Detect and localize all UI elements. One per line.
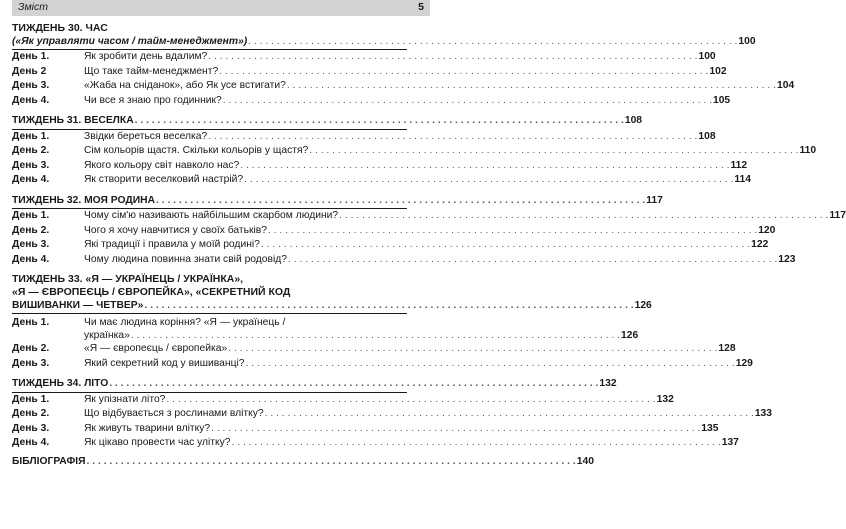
leader-dots [228, 342, 717, 357]
day-page: 102 [709, 65, 727, 77]
day-label: День 4. [12, 174, 50, 186]
leader-dots [166, 393, 655, 408]
day-text: Як живуть тварини влітку? [84, 422, 211, 434]
list-item [12, 314, 407, 329]
leader-dots [211, 422, 700, 437]
section-week-31 [12, 114, 817, 188]
day-text: Що відбувається з рослинами влітку? [84, 408, 264, 420]
section-title: ТИЖДЕНЬ 30. ЧАС [12, 22, 108, 34]
leader-dots [288, 253, 777, 268]
day-page: 129 [735, 357, 753, 369]
leader-dots [144, 299, 633, 314]
day-page: 105 [712, 94, 731, 106]
list-item [12, 209, 846, 224]
header-page-number: 5 [418, 1, 424, 13]
day-label: День 3. [12, 357, 50, 369]
day-text: Чому людина повинна знати свій родовід? [84, 253, 288, 265]
list-item [12, 79, 795, 94]
leader-dots [261, 238, 750, 253]
leader-dots [309, 144, 798, 159]
section-title: ТИЖДЕНЬ 31. ВЕСЕЛКА [12, 115, 134, 127]
day-page: 112 [730, 159, 748, 171]
leader-dots [248, 35, 737, 50]
day-text: Що таке тайм-менеджмент? [84, 65, 219, 77]
day-label: День 2 [12, 65, 47, 77]
leader-dots [339, 209, 828, 224]
leader-dots [265, 407, 754, 422]
section-page: 108 [624, 115, 643, 127]
list-item [12, 393, 674, 408]
day-label: День 3. [12, 159, 50, 171]
day-text: Звідки береться веселка? [84, 130, 208, 142]
day-page: 133 [754, 408, 773, 420]
day-label: День 4. [12, 253, 50, 265]
list-item [12, 357, 753, 372]
day-label: День 3. [12, 80, 50, 92]
list-item [12, 50, 716, 65]
list-item [12, 238, 769, 253]
day-label: День 2. [12, 408, 50, 420]
list-item [12, 342, 736, 357]
list-item [12, 94, 731, 109]
section-page: 126 [634, 299, 652, 311]
day-label: День 4. [12, 437, 50, 449]
day-text: Який секретний код у вишиванці? [84, 357, 245, 369]
list-item [12, 173, 751, 188]
list-item-continuation [12, 329, 639, 342]
day-text: «Я — європеєць / європейка» [84, 343, 228, 355]
day-text: Як цікаво провести час улітку? [84, 437, 231, 449]
day-page: 117 [829, 210, 846, 222]
leader-dots [87, 455, 576, 470]
header-title: Зміст [18, 1, 48, 13]
day-text-continuation: українка» [84, 330, 130, 342]
day-page: 104 [777, 80, 795, 92]
day-text: Чи все я знаю про годинник? [84, 94, 222, 106]
day-label: День 1. [12, 317, 50, 329]
day-page: 128 [718, 343, 736, 355]
section-week-30 [12, 22, 795, 108]
list-item [12, 130, 716, 145]
day-page: 122 [751, 239, 769, 251]
day-page: 132 [656, 393, 674, 405]
leader-dots [268, 224, 757, 239]
list-item [12, 65, 727, 80]
list-item [12, 436, 739, 451]
day-label: День 1. [12, 51, 50, 63]
day-text: Чи має людина коріння? «Я — українець / [84, 317, 286, 329]
leader-dots [109, 377, 598, 392]
running-header [12, 0, 430, 16]
section-page: 132 [599, 378, 617, 390]
day-page: 135 [701, 422, 719, 434]
day-label: День 3. [12, 239, 50, 251]
day-label: День 1. [12, 130, 50, 142]
leader-dots [219, 65, 708, 80]
leader-dots [240, 159, 729, 174]
day-label: День 2. [12, 343, 50, 355]
leader-dots [244, 173, 733, 188]
leader-dots [208, 50, 697, 65]
day-text: Як зробити день вдалим? [84, 51, 208, 63]
leader-dots [287, 79, 776, 94]
day-text: Чому сім'ю називають найбільшим скарбом людини? [84, 210, 339, 222]
day-page: 110 [799, 145, 817, 157]
section-title-last: ВИШИВАНКИ — ЧЕТВЕР» [12, 299, 144, 311]
bibliography-label: БІБЛІОГРАФІЯ [12, 455, 86, 467]
day-text: Як упізнати літо? [84, 393, 166, 405]
leader-dots [232, 436, 721, 451]
section-title: ТИЖДЕНЬ 34. ЛІТО [12, 378, 109, 390]
section-page: 100 [738, 35, 756, 47]
leader-dots [208, 130, 697, 145]
day-page: 120 [758, 224, 776, 236]
list-item [12, 253, 796, 268]
section-title-line-2: «Я — ЄВРОПЕЄЦЬ / ЄВРОПЕЙКА», «СЕКРЕТНИЙ КОД [12, 286, 291, 299]
day-label: День 3. [12, 422, 50, 434]
day-text: Якого кольору світ навколо нас? [84, 159, 240, 171]
day-page: 114 [734, 174, 751, 186]
day-page: 123 [778, 253, 796, 265]
list-item [12, 407, 773, 422]
leader-dots [223, 94, 712, 109]
day-text: «Жаба на сніданок», або Як усе встигати? [84, 80, 286, 92]
list-item [12, 144, 817, 159]
list-item [12, 224, 776, 239]
section-title-line [12, 114, 643, 129]
section-page: 117 [646, 194, 663, 206]
section-subtitle-line [12, 35, 756, 50]
day-page: 100 [698, 51, 716, 63]
section-week-34 [12, 377, 773, 451]
day-label: День 2. [12, 224, 50, 236]
section-subtitle: («Як управляти часом / тайм-менеджмент») [12, 35, 248, 47]
section-title-line-3 [12, 299, 652, 314]
day-page: 126 [621, 330, 639, 342]
day-text: Сім кольорів щастя. Скільки кольорів у щастя? [84, 145, 309, 157]
day-page: 108 [698, 130, 716, 142]
leader-dots [156, 194, 645, 209]
bibliography-page: 140 [576, 455, 594, 467]
section-week-33 [12, 273, 753, 371]
leader-dots [245, 357, 734, 372]
leader-dots [135, 114, 624, 129]
day-label: День 1. [12, 210, 50, 222]
day-label: День 2. [12, 145, 50, 157]
section-title-line-1: ТИЖДЕНЬ 33. «Я — УКРАЇНЕЦЬ / УКРАЇНКА», [12, 273, 244, 286]
section-title-line [12, 377, 617, 392]
list-item [12, 159, 748, 174]
day-text: Чого я хочу навчитися у своїх батьків? [84, 224, 267, 236]
table-of-contents [12, 16, 846, 469]
section-title: ТИЖДЕНЬ 32. МОЯ РОДИНА [12, 194, 155, 206]
day-label: День 1. [12, 393, 50, 405]
day-text: Як створити веселковий настрій? [84, 174, 244, 186]
day-page: 137 [721, 437, 739, 449]
leader-dots [131, 329, 620, 342]
day-label: День 4. [12, 94, 50, 106]
bibliography-line [12, 455, 594, 470]
list-item [12, 422, 719, 437]
section-title-line [12, 194, 663, 209]
section-week-32 [12, 194, 846, 268]
day-text: Які традиції і правила у моїй родині? [84, 239, 260, 251]
